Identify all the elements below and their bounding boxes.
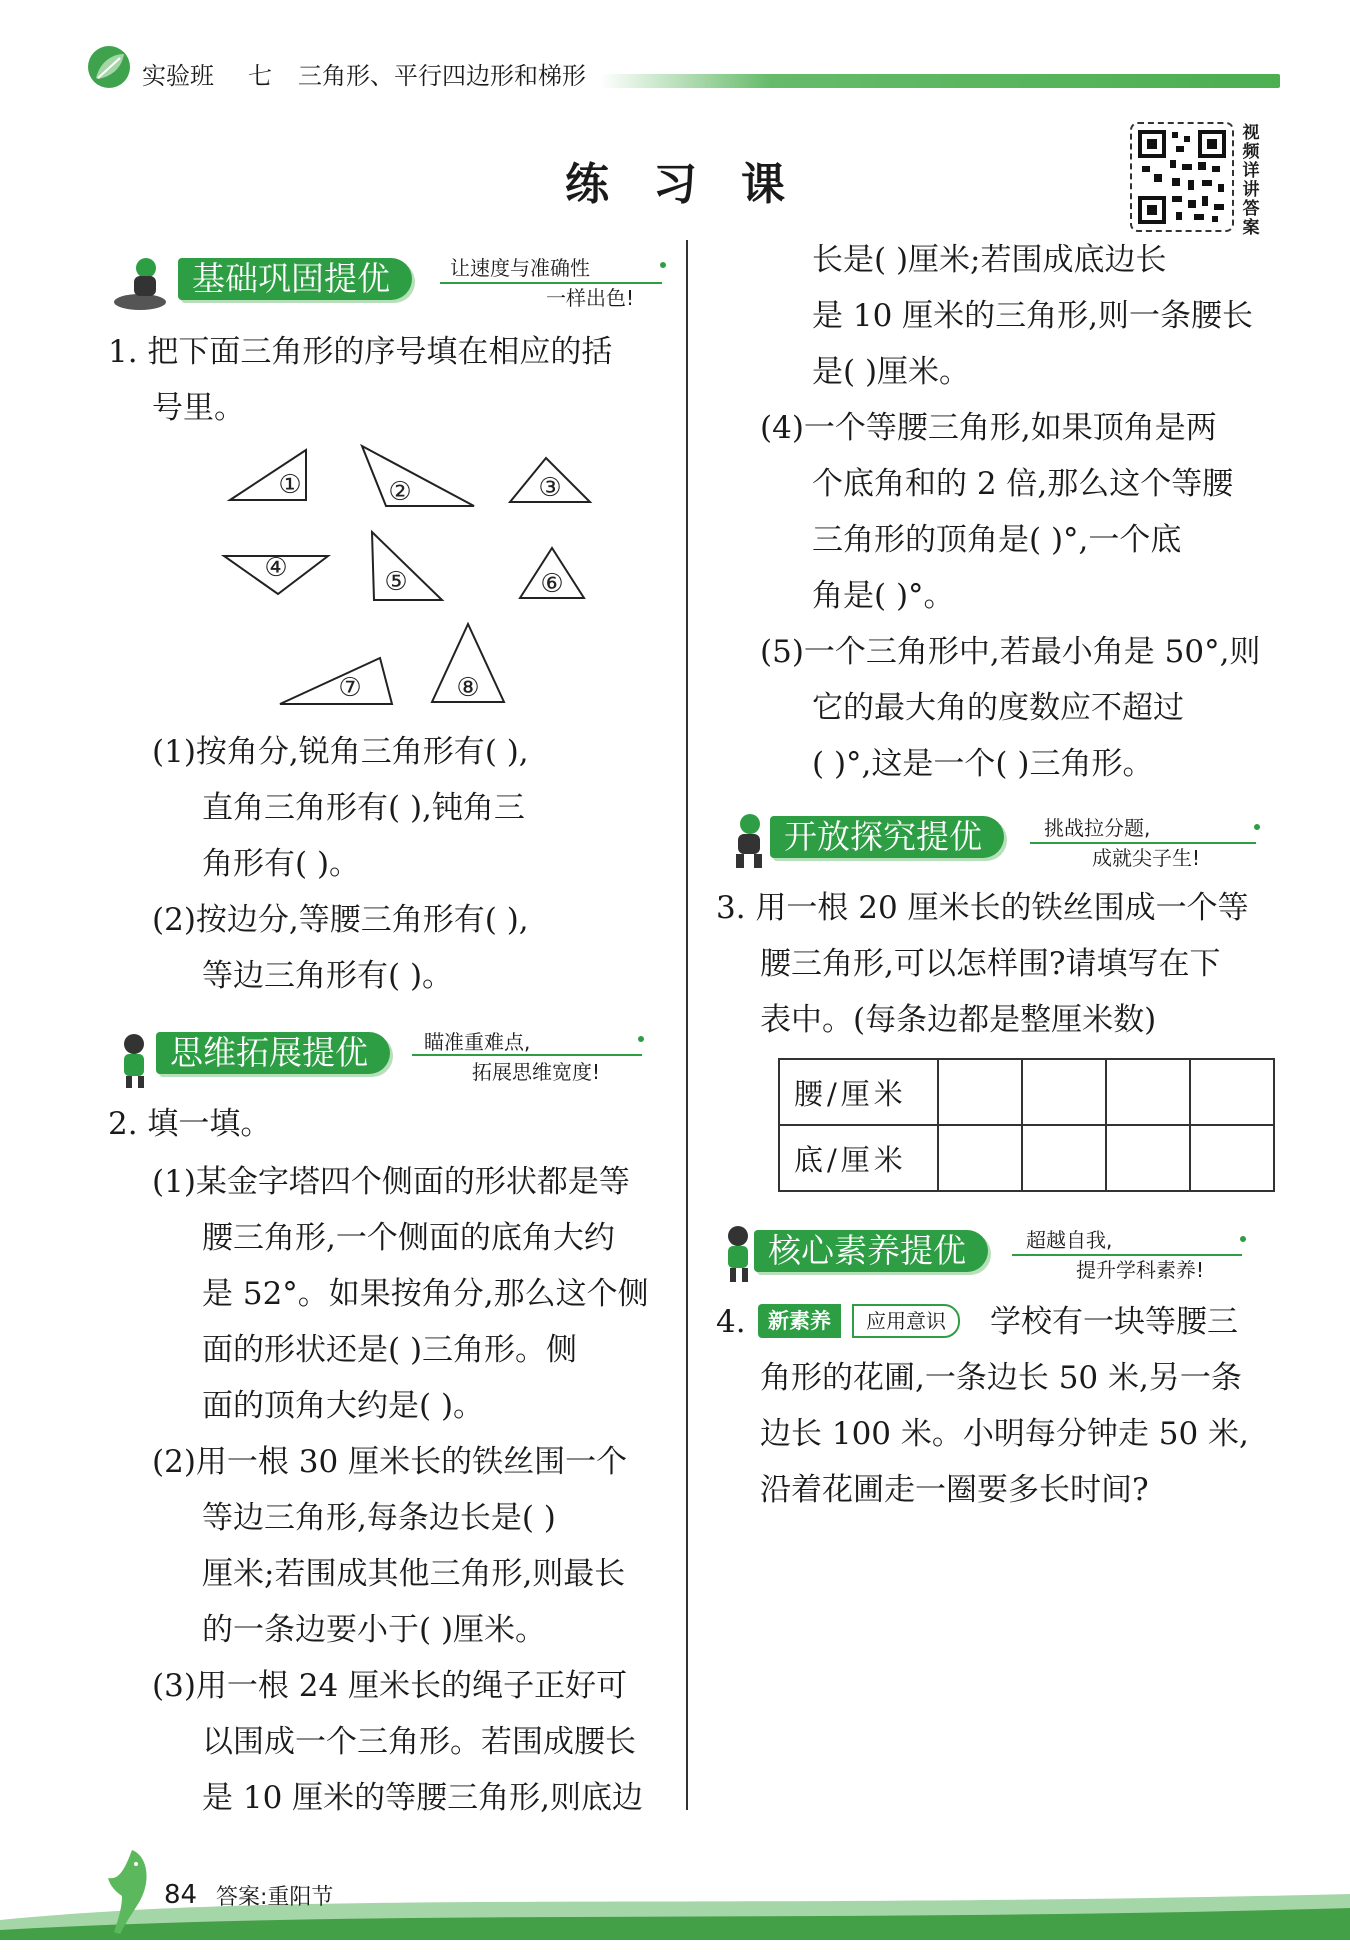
slogan-dot <box>1254 824 1260 830</box>
table-cell[interactable] <box>1190 1059 1274 1125</box>
triangle-7 <box>280 658 392 704</box>
q2-line-11: 以围成一个三角形。若围成腰长 <box>202 1724 636 1760</box>
slogan-open-2: 成就尖子生! <box>1092 846 1201 870</box>
q2-line-9: 的一条边要小于( )厘米。 <box>202 1612 547 1648</box>
slogan-open-1: 挑战拉分题, <box>1044 816 1151 840</box>
table-row <box>779 1125 1274 1191</box>
section-label-open: 开放探究提优 <box>770 816 1004 858</box>
q2-right-line-8: (5)一个三角形中,若最小角是 50°,则 <box>760 634 1261 670</box>
q2-line-8: 厘米;若围成其他三角形,则最长 <box>202 1556 626 1592</box>
triangle-label-4: ④ <box>264 553 288 583</box>
table-header-waist: 腰/厘米 <box>779 1059 938 1125</box>
q2-line-6: (2)用一根 30 厘米长的铁丝围一个 <box>152 1444 628 1480</box>
q2-line-4: 面的形状还是( )三角形。侧 <box>202 1332 578 1368</box>
q4-number: 4. <box>716 1304 746 1340</box>
section-label-thinking: 思维拓展提优 <box>156 1032 390 1074</box>
column-divider <box>686 240 688 1810</box>
q3-line-2: 腰三角形,可以怎样围?请填写在下 <box>760 946 1221 982</box>
q2-right-line-9: 它的最大角的度数应不超过 <box>812 690 1184 726</box>
slogan-thinking-2: 拓展思维宽度! <box>472 1060 601 1084</box>
q2-right-line-1: 长是( )厘米;若围成底边长 <box>812 242 1167 278</box>
q4-line-4: 沿着花圃走一圈要多长时间? <box>760 1472 1149 1508</box>
slogan-underline <box>440 282 662 284</box>
leaf-logo-icon <box>86 44 132 90</box>
q4-line-3: 边长 100 米。小明每分钟走 50 米, <box>760 1416 1249 1452</box>
q1-line-1: (1)按角分,锐角三角形有( ), <box>152 734 529 770</box>
table-cell[interactable] <box>938 1125 1022 1191</box>
slogan-core-2: 提升学科素养! <box>1076 1258 1205 1282</box>
footer-answer: 答案:重阳节 <box>216 1885 334 1910</box>
table-cell[interactable] <box>1106 1125 1190 1191</box>
triangle-label-8: ⑧ <box>456 673 480 703</box>
q3-line-1: 3. 用一根 20 厘米长的铁丝围成一个等 <box>716 890 1249 926</box>
slogan-underline <box>1030 842 1256 844</box>
header-chapter-title: 三角形、平行四边形和梯形 <box>298 62 586 90</box>
page-number: 84 <box>164 1880 198 1910</box>
q2-right-line-4: (4)一个等腰三角形,如果顶角是两 <box>760 410 1217 446</box>
slogan-underline <box>1012 1254 1242 1256</box>
q2-right-line-6: 三角形的顶角是( )°,一个底 <box>812 522 1182 558</box>
qr-code-icon[interactable] <box>1130 122 1234 232</box>
table-cell[interactable] <box>1022 1125 1106 1191</box>
qr-caption: 视 频 详 讲 答 案 <box>1242 123 1260 238</box>
q1-line-5: 等边三角形有( )。 <box>202 958 454 994</box>
slogan-basic-2: 一样出色! <box>546 286 635 310</box>
q2-right-line-3: 是( )厘米。 <box>812 354 971 390</box>
slogan-dot <box>1240 1236 1246 1242</box>
q2-right-line-2: 是 10 厘米的三角形,则一条腰长 <box>812 298 1254 334</box>
q2-line-1: (1)某金字塔四个侧面的形状都是等 <box>152 1164 630 1200</box>
q3-line-3: 表中。(每条边都是整厘米数) <box>760 1002 1157 1038</box>
q1-line-2: 直角三角形有( ),钝角三 <box>202 790 525 826</box>
q1-stem-line-1: 1. 把下面三角形的序号填在相应的括 <box>108 334 613 370</box>
triangle-2 <box>362 446 474 506</box>
tag-new-literacy: 新素养 <box>758 1304 841 1338</box>
slogan-dot <box>660 262 666 268</box>
tag-application: 应用意识 <box>852 1304 960 1338</box>
table-row <box>779 1059 1274 1125</box>
q4-first-line: 学校有一块等腰三 <box>990 1304 1238 1340</box>
triangle-label-7: ⑦ <box>338 673 362 703</box>
header-green-bar <box>600 74 1280 88</box>
triangle-label-1: ① <box>278 470 302 500</box>
q2-line-12: 是 10 厘米的等腰三角形,则底边 <box>202 1780 644 1816</box>
slogan-basic-1: 让速度与准确性 <box>450 256 590 280</box>
table-cell[interactable] <box>1022 1059 1106 1125</box>
table-cell[interactable] <box>1106 1059 1190 1125</box>
triangle-label-2: ② <box>388 477 412 507</box>
slogan-core-1: 超越自我, <box>1026 1228 1113 1252</box>
skater-mascot-icon <box>110 254 174 314</box>
q2-line-10: (3)用一根 24 厘米长的绳子正好可 <box>152 1668 628 1704</box>
section-label-core: 核心素养提优 <box>754 1230 988 1272</box>
slogan-dot <box>638 1036 644 1042</box>
triangle-label-5: ⑤ <box>384 567 408 597</box>
q2-stem: 2. 填一填。 <box>108 1106 272 1142</box>
q2-right-line-7: 角是( )°。 <box>812 578 955 614</box>
slogan-underline <box>412 1054 642 1056</box>
page-title: 练习课 <box>565 159 829 210</box>
footer-wave <box>0 1880 1350 1940</box>
header-series: 实验班 <box>142 62 214 90</box>
q2-line-3: 是 52°。如果按角分,那么这个侧 <box>202 1276 649 1312</box>
slogan-thinking-1: 瞄准重难点, <box>424 1030 531 1054</box>
q1-stem-line-2: 号里。 <box>152 390 245 426</box>
q1-line-4: (2)按边分,等腰三角形有( ), <box>152 902 529 938</box>
dolphin-icon <box>96 1842 160 1938</box>
q2-right-line-5: 个底角和的 2 倍,那么这个等腰 <box>812 466 1234 502</box>
header-chapter-number: 七 <box>248 62 272 90</box>
table-header-base: 底/厘米 <box>779 1125 938 1191</box>
q1-line-3: 角形有( )。 <box>202 846 361 882</box>
table-cell[interactable] <box>1190 1125 1274 1191</box>
q2-line-5: 面的顶角大约是( )。 <box>202 1388 485 1424</box>
table-cell[interactable] <box>938 1059 1022 1125</box>
section-label-basic: 基础巩固提优 <box>178 258 412 300</box>
q4-line-2: 角形的花圃,一条边长 50 米,另一条 <box>760 1360 1242 1396</box>
triangles-figure <box>210 440 630 720</box>
triangle-label-6: ⑥ <box>540 569 564 599</box>
q3-answer-table <box>778 1058 1275 1192</box>
q2-right-line-10: ( )°,这是一个( )三角形。 <box>812 746 1154 782</box>
triangle-label-3: ③ <box>538 473 562 503</box>
q2-line-7: 等边三角形,每条边长是( ) <box>202 1500 556 1536</box>
q2-line-2: 腰三角形,一个侧面的底角大约 <box>202 1220 615 1256</box>
